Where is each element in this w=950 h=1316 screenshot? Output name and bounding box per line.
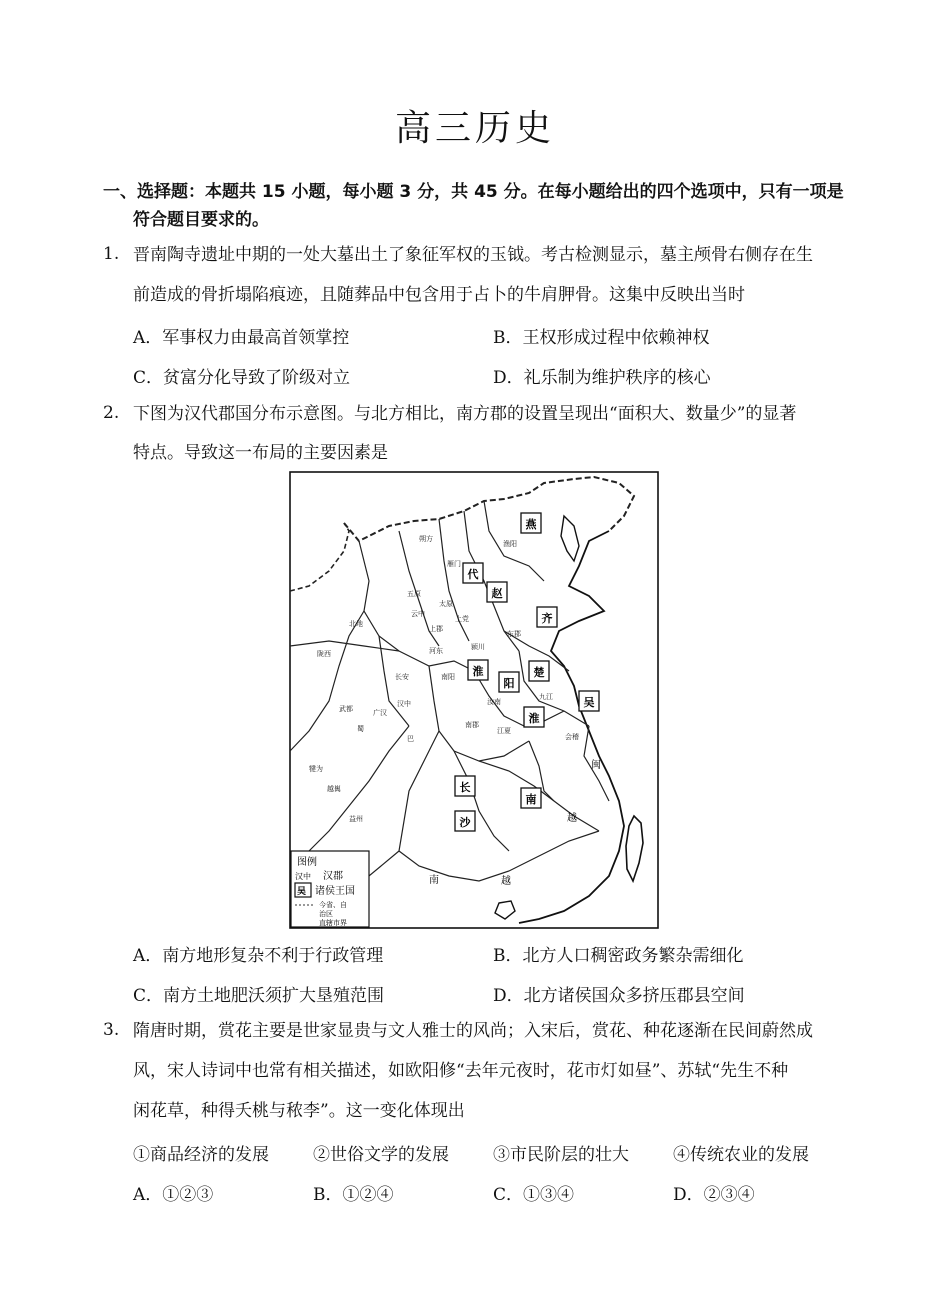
- page-title: 高三历史: [394, 108, 555, 149]
- question-2-option-d[interactable]: D．北方诸侯国众多挤压郡县空间: [493, 986, 745, 1006]
- question-3-stem-line-2: 风，宋人诗词中也常有相关描述，如欧阳修“去年元夜时，花市灯如昼”、苏轼“先生不种: [133, 1061, 789, 1081]
- kingdom-label-wu: 吴: [583, 696, 595, 709]
- question-2-stem-line-1: 下图为汉代郡国分布示意图。与北方相比，南方郡的设置呈现出“面积大、数量少”的显著: [133, 404, 797, 424]
- kingdom-label-sha: 沙: [459, 816, 471, 829]
- question-2-option-c[interactable]: C．南方土地肥沃须扩大垦殖范围: [133, 986, 385, 1006]
- question-3-option-a[interactable]: A．①②③: [133, 1185, 214, 1205]
- question-3-item-2: ②世俗文学的发展: [313, 1145, 449, 1165]
- question-3-number: 3.: [103, 1020, 120, 1040]
- question-1-option-a[interactable]: A．军事权力由最高首领掌控: [133, 328, 350, 348]
- kingdom-label-chu: 楚: [533, 666, 545, 679]
- question-2-option-b[interactable]: B．北方人口稠密政务繁杂需细化: [493, 946, 744, 966]
- question-3-item-1: ①商品经济的发展: [133, 1145, 269, 1165]
- commandery-label: 越嶲: [327, 785, 341, 793]
- commandery-label: 雁门: [447, 560, 461, 568]
- commandery-label: 汝南: [487, 698, 501, 706]
- section-heading: [103, 178, 863, 234]
- commandery-label: 太原: [439, 600, 453, 608]
- question-2-option-a[interactable]: A．南方地形复杂不利于行政管理: [133, 946, 384, 966]
- commandery-label: 云中: [411, 610, 425, 618]
- kingdom-label-yan: 燕: [525, 518, 537, 531]
- commandery-label: 益州: [349, 815, 363, 823]
- commandery-label: 颍川: [471, 643, 485, 651]
- question-1-number: 1.: [103, 244, 120, 264]
- commandery-label: 九江: [539, 693, 553, 701]
- section-heading-line-2: 符合题目要求的。: [133, 210, 269, 230]
- commandery-label: 广汉: [373, 709, 387, 717]
- commandery-label: 蜀: [357, 725, 364, 733]
- legend-kingdom-text: 诸侯王国: [315, 886, 355, 897]
- commandery-label: 东郡: [507, 630, 521, 638]
- question-2-number: 2.: [103, 403, 120, 423]
- han-commandery-map: [289, 471, 659, 929]
- commandery-label: 武都: [339, 705, 353, 713]
- commandery-label: 南郡: [465, 721, 479, 729]
- legend-title: 图例: [297, 857, 317, 868]
- commandery-label: 北地: [349, 620, 363, 628]
- question-1-option-b[interactable]: B．王权形成过程中依赖神权: [493, 328, 710, 348]
- region-label-yue: 越: [567, 813, 577, 824]
- legend-commandery-sample: 汉中: [295, 872, 311, 881]
- question-3-option-b[interactable]: B．①②④: [313, 1185, 394, 1205]
- legend-commandery-text: 汉郡: [323, 871, 343, 882]
- commandery-label: 汉中: [397, 700, 411, 708]
- legend-boundary-text-1: 今省、自: [319, 901, 347, 909]
- question-3-item-3: ③市民阶层的壮大: [493, 1145, 629, 1165]
- kingdom-label-qi: 齐: [541, 612, 553, 625]
- legend-boundary-text-2: 治区: [319, 910, 333, 918]
- question-3-stem-line-1: 隋唐时期，赏花主要是世家显贵与文人雅士的风尚；入宋后，赏花、种花逐渐在民间蔚然成: [133, 1021, 813, 1041]
- commandery-label: 巴: [407, 735, 414, 743]
- kingdom-label-huai: 淮: [472, 665, 484, 678]
- region-label-min: 闽: [591, 760, 601, 771]
- commandery-label: 朔方: [419, 535, 433, 543]
- question-3-option-c[interactable]: C．①③④: [493, 1185, 575, 1205]
- kingdom-label-nan: 南: [525, 793, 537, 806]
- question-1-option-c[interactable]: C．贫富分化导致了阶级对立: [133, 368, 351, 388]
- question-1-option-d[interactable]: D．礼乐制为维护秩序的核心: [493, 368, 711, 388]
- question-1-stem-line-2: 前造成的骨折塌陷痕迹，且随葬品中包含用于占卜的牛肩胛骨。这集中反映出当时: [133, 285, 745, 305]
- commandery-label: 上党: [455, 615, 469, 623]
- commandery-label: 五原: [407, 590, 421, 598]
- commandery-label: 江夏: [497, 727, 511, 735]
- kingdom-label-huai-2: 淮: [528, 712, 540, 725]
- question-3-item-4: ④传统农业的发展: [673, 1145, 809, 1165]
- commandery-label: 上郡: [429, 625, 443, 633]
- kingdom-label-chang: 长: [459, 781, 471, 794]
- commandery-label: 陇西: [317, 650, 331, 658]
- commandery-label: 河东: [429, 647, 443, 655]
- commandery-label: 犍为: [309, 765, 323, 773]
- legend-kingdom-sample: 吴: [297, 887, 307, 897]
- section-heading-line-1: 一、选择题：本题共 15 小题，每小题 3 分，共 45 分。在每小题给出的四个选项中，只有一项是: [103, 182, 844, 202]
- kingdom-label-yang: 阳: [503, 677, 515, 690]
- question-2-stem-line-2: 特点。导致这一布局的主要因素是: [133, 443, 388, 463]
- commandery-label: 会稽: [565, 733, 579, 741]
- commandery-label: 南阳: [441, 673, 455, 681]
- kingdom-label-zhao: 赵: [491, 587, 503, 600]
- question-3-stem-line-3: 闲花草，种得夭桃与秾李”。这一变化体现出: [133, 1101, 465, 1121]
- commandery-label: 渔阳: [503, 540, 517, 548]
- commandery-label: 长安: [395, 673, 409, 681]
- region-label-nanyue: 越: [501, 876, 511, 887]
- question-1-stem-line-1: 晋南陶寺遗址中期的一处大墓出土了象征军权的玉钺。考古检测显示，墓主颅骨右侧存在生: [133, 245, 813, 265]
- kingdom-label-dai: 代: [467, 568, 479, 581]
- legend-boundary-text-3: 直辖市界: [319, 919, 347, 927]
- question-3-option-d[interactable]: D．②③④: [673, 1185, 755, 1205]
- map-legend: [291, 851, 369, 927]
- region-label-nan: 南: [429, 875, 439, 886]
